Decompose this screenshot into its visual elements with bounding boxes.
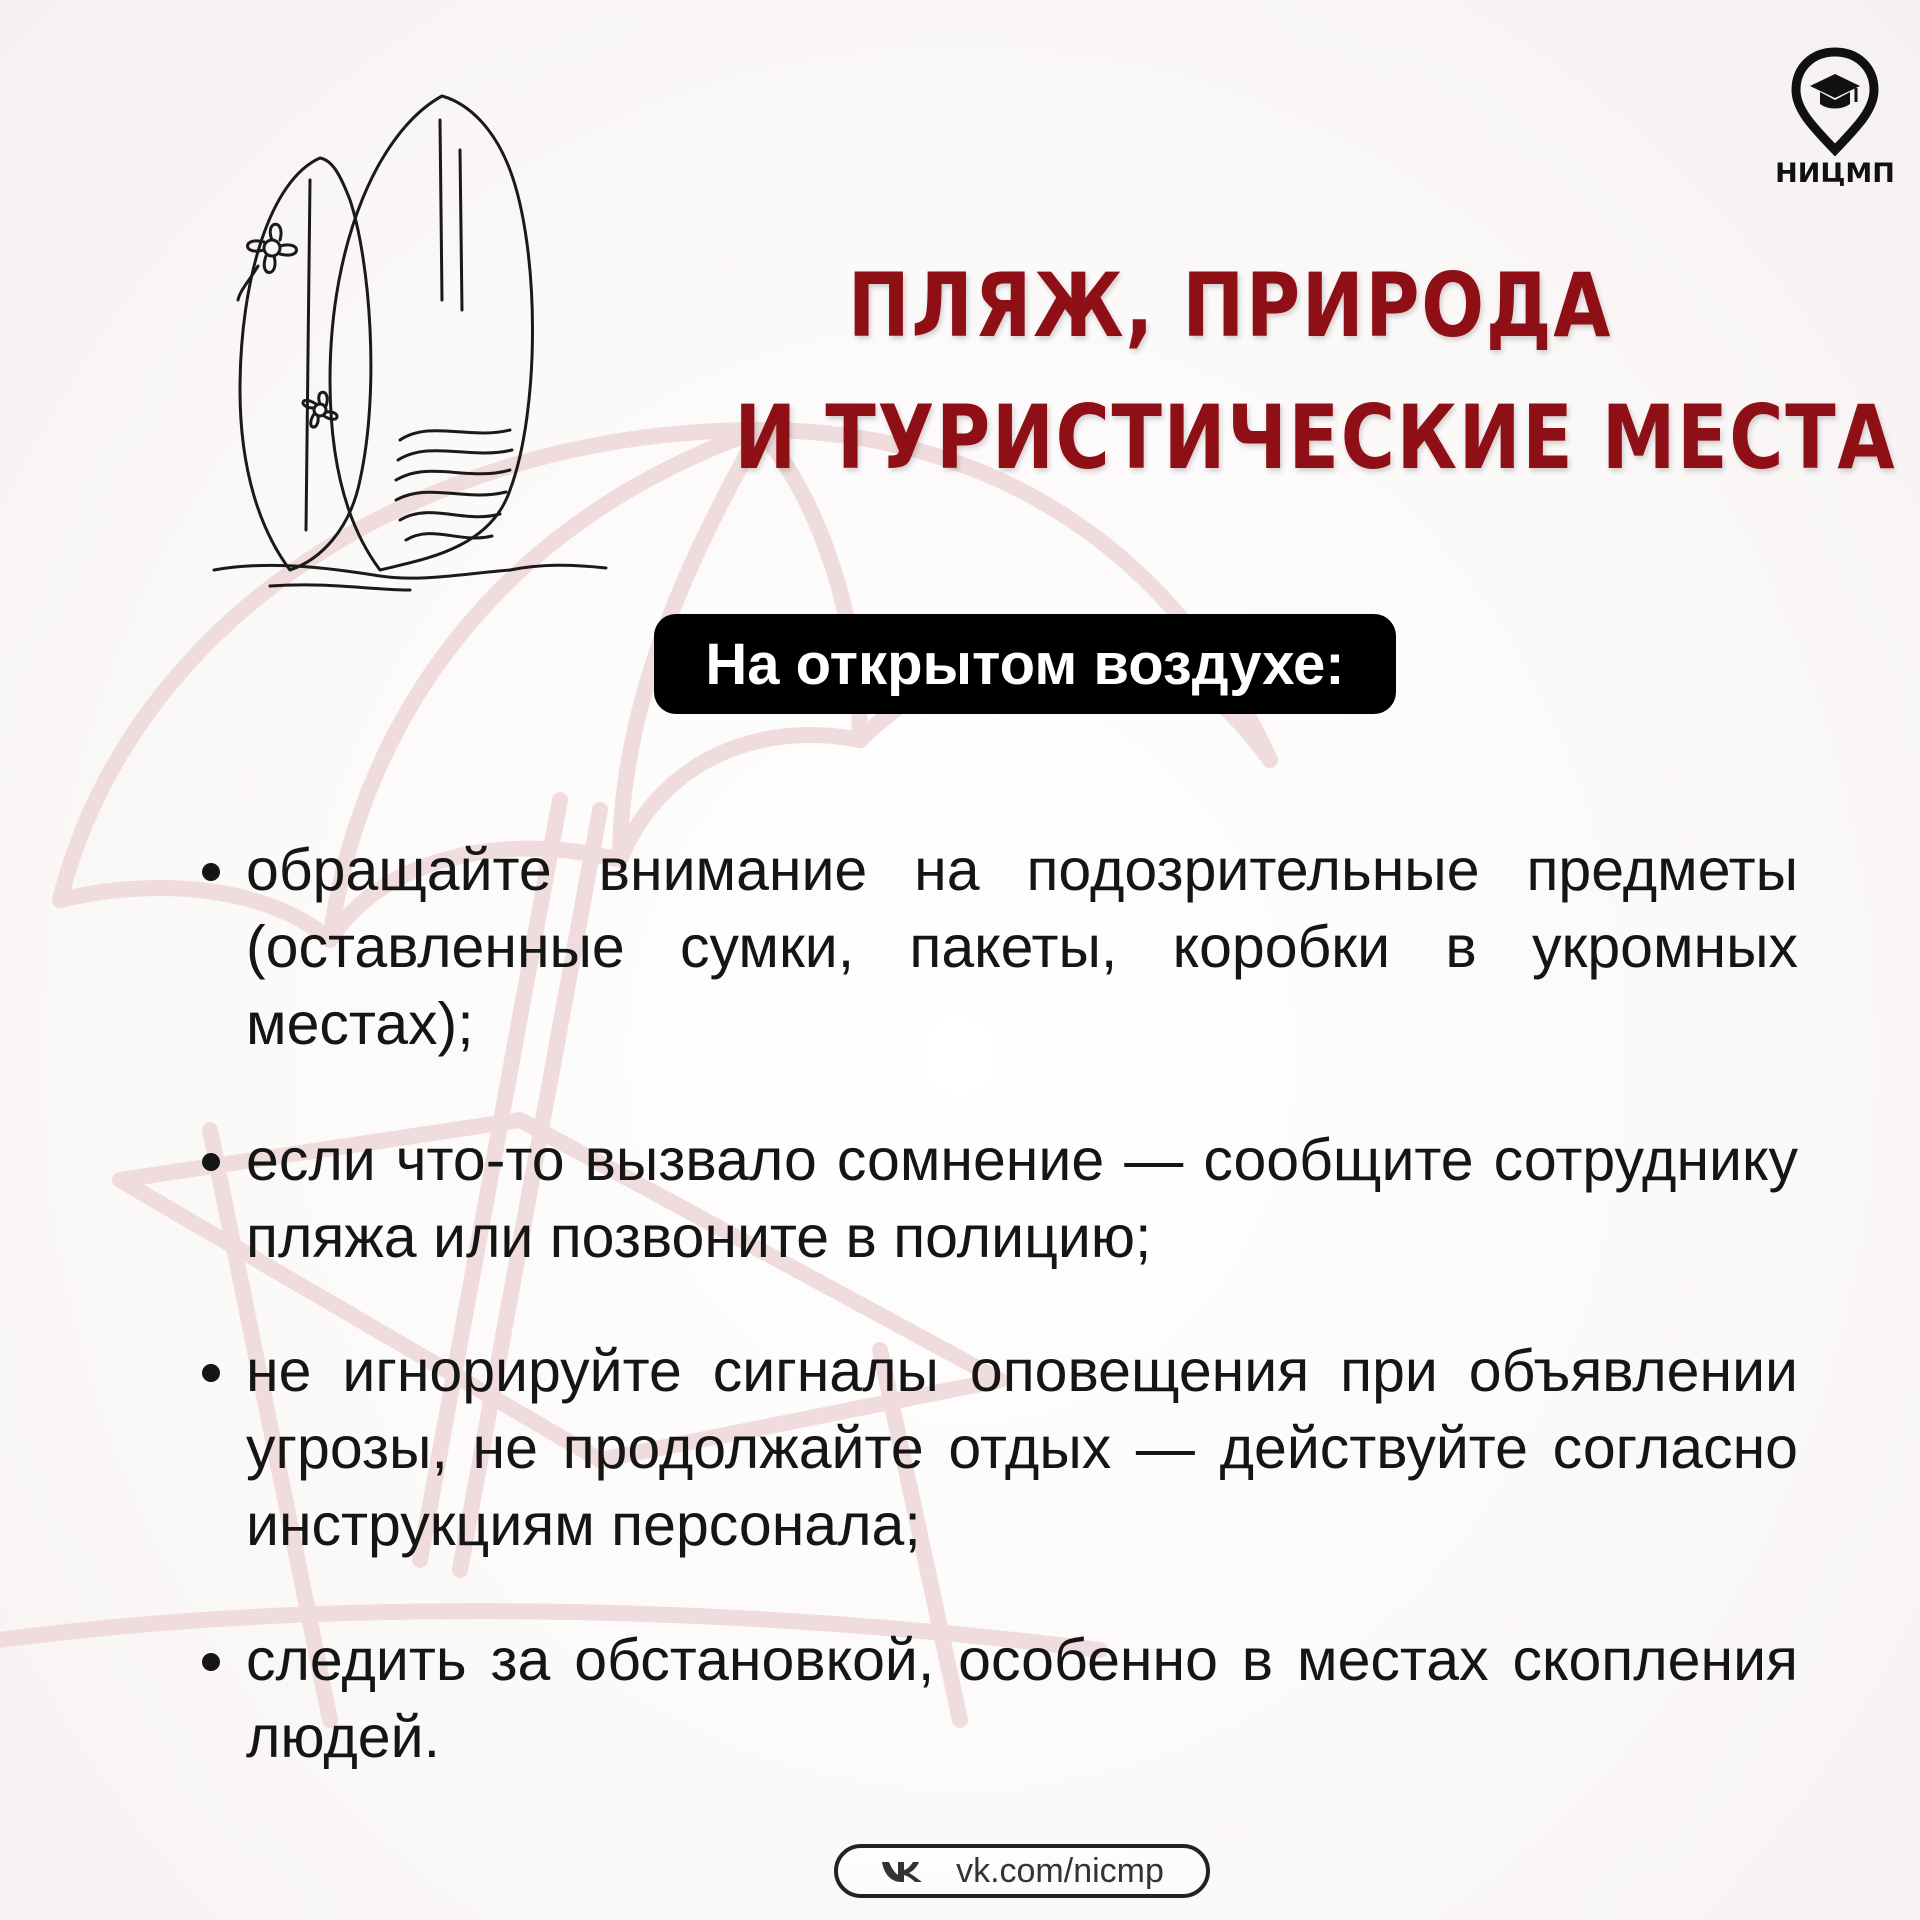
list-item: следить за обстановкой, особенно в местах скопления людей. [246, 1622, 1798, 1776]
vk-icon [880, 1858, 926, 1884]
vk-link[interactable] [834, 1844, 1210, 1898]
brand-logo-text: НИЦМП [1775, 158, 1895, 189]
title-line-2: И ТУРИСТИЧЕСКИЕ МЕСТА [734, 386, 1897, 489]
list-item: обращайте внимание на подозрительные предметы (оставленные сумки, пакеты, коробки в укромных местах); [246, 832, 1798, 1063]
subtitle-text: На открытом воздухе: [705, 631, 1345, 697]
list-item: не игнорируйте сигналы оповещения при объявлении угрозы, не продолжайте отдых — действуйте согласно инструкциям персонала; [246, 1333, 1798, 1564]
list-item: если что-то вызвало сомнение — сообщите сотруднику пляжа или позвоните в полицию; [246, 1122, 1798, 1276]
vk-link-text[interactable]: vk.com/nicmp [956, 1851, 1164, 1890]
title-line-1: ПЛЯЖ, ПРИРОДА [847, 254, 1613, 357]
